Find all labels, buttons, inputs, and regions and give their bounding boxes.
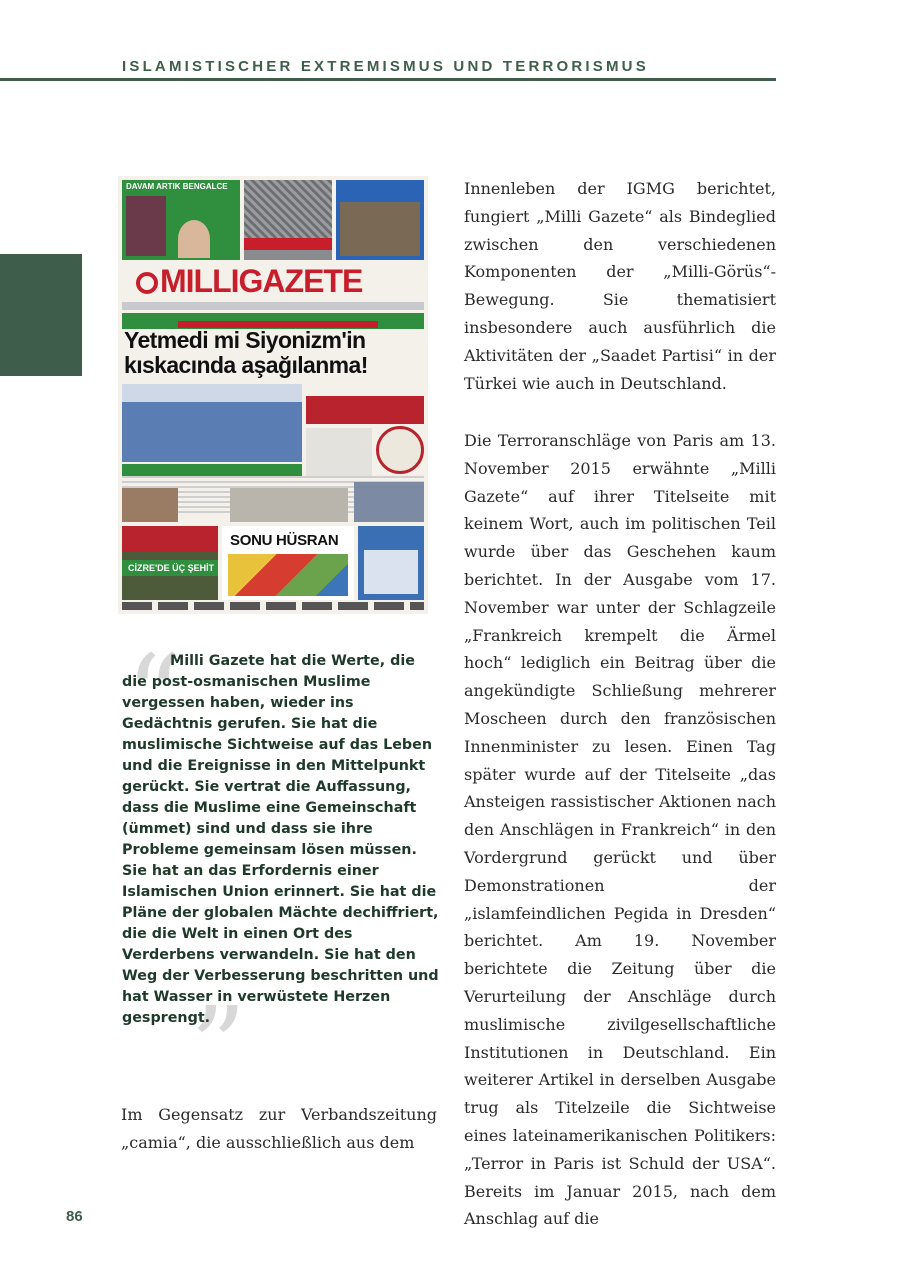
newspaper-masthead xyxy=(136,262,412,300)
newspaper-front-page xyxy=(118,176,428,614)
pull-quote-text: Milli Gazete hat die Werte, die die post-osmanischen Muslime vergessen haben, wieder ins Gedächtnis gerufen. Sie hat die muslimische Sichtweise auf das Leben und die Ereignisse in den Mittelpunkt gerückt. Sie vertrat die Auffassung, dass die Muslime eine Gemeinschaft (ümmet) sind und dass sie ihre Probleme gemeinsam lösen müssen. Sie hat an das Erfordernis einer Islamischen Union erinnert. Sie hat die Pläne der globalen Mächte dechiffriert, die die Welt in einen Ort des Verderbens verwandeln. Sie hat den Weg der Verbesserung beschritten und hat Wasser in verwüstete Herzen gesprengt. xyxy=(122,653,439,1026)
newspaper-photo-sky xyxy=(364,550,418,594)
newspaper-red-strip xyxy=(244,238,332,250)
newspaper-photo xyxy=(126,196,166,256)
newspaper-photo-wide xyxy=(230,488,348,522)
newspaper-photo-right xyxy=(354,482,424,522)
chapter-side-tab xyxy=(0,254,82,376)
newspaper-bottom-mid xyxy=(222,526,354,600)
running-header: ISLAMISTISCHER EXTREMISMUS UND TERRORISMUS xyxy=(122,58,649,75)
newspaper-footer xyxy=(122,602,424,610)
pull-quote xyxy=(122,651,440,1029)
newspaper-green-bar xyxy=(122,464,302,476)
newspaper-mid-left xyxy=(122,384,302,462)
newspaper-circle-badge xyxy=(376,426,424,474)
newspaper-top-right-teaser xyxy=(336,180,424,260)
body-paragraph-right-1: Innenleben der IGMG berichtet, fungiert „Milli Gazete“ als Bindeglied zwischen den verschiedenen Komponenten der „Milli-Görüs“-Bewegung. Sie thematisiert insbesondere auch ausführlich die Aktivitäten der „Saadet Partisi“ in der Türkei wie auch in Deutschland. xyxy=(464,179,776,393)
newspaper-group-photo xyxy=(340,202,420,256)
newspaper-portrait xyxy=(178,220,210,258)
newspaper-logo-icon xyxy=(136,272,158,294)
newspaper-subbar xyxy=(122,302,424,310)
body-paragraph-right-2: Die Terroranschläge von Paris am 13. November 2015 erwähnte „Milli Gazete“ auf ihrer Titelseite mit keinem Wort, auch im politischen Teil wurde über das Geschehen kaum berichtet. In der Ausgabe vom 17. November war unter der Schlagzeile „Frankreich krempelt die Ärmel hoch“ lediglich ein Beitrag über die angekündigte Schließung mehrerer Moscheen durch den französischen Innenminister zu lesen. Einen Tag später wurde auf der Titelseite „das Ansteigen rassistischer Aktionen nach den Anschlägen in Frankreich“ in den Vordergrund gerückt und über Demonstrationen der „islamfeindlichen Pegida in Dresden“ berichtet. Am 19. November berichtete die Zeitung über die Verurteilung der Anschläge durch muslimische zivilgesellschaftliche Institutionen in Deutschland. Ein weiterer Artikel in derselben Ausgabe trug als Titelzeile die Sichtweise eines lateinamerikanischen Politikers: „Terror in Paris ist Schuld der USA“. Bereits im Januar 2015, nach dem Anschlag auf die xyxy=(464,431,776,1229)
newspaper-bottom-left xyxy=(122,526,218,600)
newspaper-headline: Yetmedi mi Siyonizm'in kıskacında aşağılanma! xyxy=(124,327,368,378)
newspaper-top-left-teaser xyxy=(122,180,240,260)
newspaper-bottom-right xyxy=(358,526,424,600)
newspaper-red-header xyxy=(122,526,218,552)
newspaper-collage xyxy=(228,554,348,596)
newspaper-photo-small xyxy=(122,488,178,522)
newspaper-kicker: DAVAM ARTIK BENGALCE xyxy=(126,182,228,191)
page-number: 86 xyxy=(66,1208,83,1225)
newspaper-red-box xyxy=(306,396,424,424)
header-rule xyxy=(0,78,776,81)
newspaper-crowd-photo xyxy=(244,180,332,238)
body-paragraph-left: Im Gegensatz zur Verbandszeitung „camia“, die ausschließlich aus dem xyxy=(121,1105,437,1152)
quote-close-icon: ” xyxy=(190,983,247,1111)
newspaper-bottom-tag: CİZRE'DE ÜÇ ŞEHİT xyxy=(122,560,218,576)
newspaper-top-mid-teaser xyxy=(244,180,332,260)
newspaper-masthead-text: MILLIGAZETE xyxy=(160,263,363,299)
newspaper-bottom-title: SONU HÜSRAN xyxy=(230,532,339,549)
newspaper-conference-photo xyxy=(122,402,302,462)
quote-open-icon: “ xyxy=(126,631,183,759)
